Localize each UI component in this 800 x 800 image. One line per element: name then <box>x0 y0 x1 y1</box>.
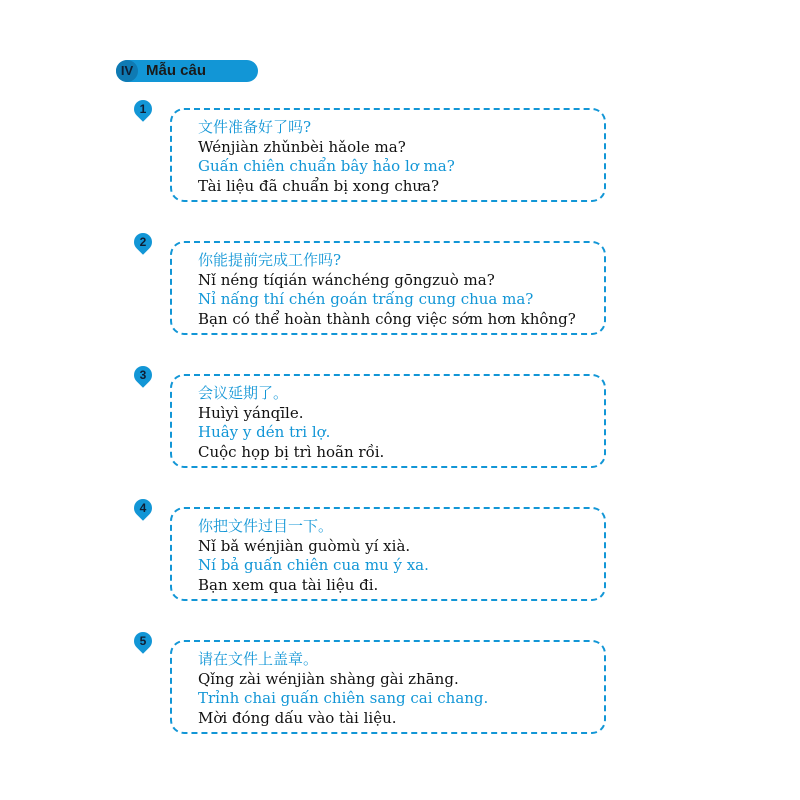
vietnamese-pronunciation: Trỉnh chai guấn chiên sang cai chang. <box>198 689 489 707</box>
pinyin-text: Qǐng zài wénjiàn shàng gài zhāng. <box>198 669 459 688</box>
chinese-text: 你把文件过目一下。 <box>198 517 334 535</box>
sentence-box <box>170 640 606 734</box>
sentence-number: 5 <box>139 634 147 648</box>
section-title: Mẫu câu <box>146 62 207 79</box>
chinese-text: 会议延期了。 <box>198 384 289 402</box>
section-number-badge: IV <box>116 60 138 82</box>
sentence-number: 2 <box>139 235 147 249</box>
vietnamese-pronunciation: Huây y dén tri lợ. <box>198 423 331 441</box>
chinese-text: 文件准备好了吗? <box>198 118 312 136</box>
pinyin-text: Nǐ néng tíqián wánchéng gōngzuò ma? <box>198 270 495 289</box>
vietnamese-pronunciation: Guấn chiên chuẩn bây hảo lơ ma? <box>198 157 455 175</box>
sentence-box <box>170 241 606 335</box>
sentence-box <box>170 507 606 601</box>
vietnamese-meaning: Mời đóng dấu vào tài liệu. <box>198 708 397 727</box>
vietnamese-meaning: Bạn xem qua tài liệu đi. <box>198 575 379 594</box>
pinyin-text: Huìyì yánqīle. <box>198 403 304 422</box>
vietnamese-pronunciation: Nỉ nấng thí chén goán trấng cung chua ma? <box>198 290 534 308</box>
sentence-box <box>170 108 606 202</box>
pinyin-text: Wénjiàn zhǔnbèi hǎole ma? <box>198 137 406 156</box>
sentence-number: 1 <box>139 102 147 116</box>
sentence-number: 3 <box>139 368 147 382</box>
pinyin-text: Nǐ bǎ wénjiàn guòmù yí xià. <box>198 536 411 555</box>
sentence-number: 4 <box>139 501 147 515</box>
chinese-text: 你能提前完成工作吗? <box>198 251 342 269</box>
chinese-text: 请在文件上盖章。 <box>198 650 319 668</box>
vietnamese-meaning: Tài liệu đã chuẩn bị xong chưa? <box>198 176 440 195</box>
vietnamese-meaning: Bạn có thể hoàn thành công việc sớm hơn không? <box>198 309 576 328</box>
sentence-box <box>170 374 606 468</box>
vietnamese-meaning: Cuộc họp bị trì hoãn rồi. <box>198 442 385 461</box>
vietnamese-pronunciation: Ní bả guấn chiên cua mu ý xa. <box>198 556 429 574</box>
